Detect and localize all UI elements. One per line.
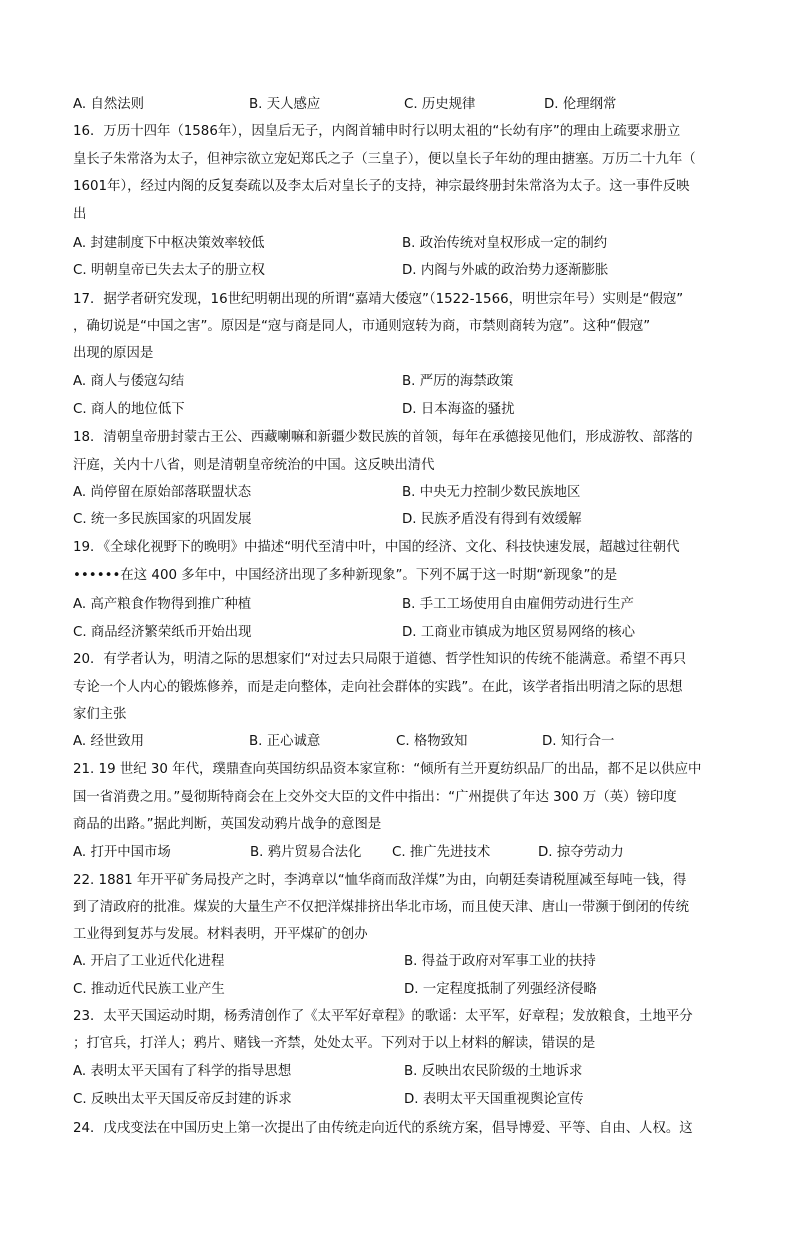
q16-stem-line-4: 出 <box>73 207 87 222</box>
q18-stem-line-1: 18．清朝皇帝册封蒙古王公、西藏喇嘛和新疆少数民族的首领，每年在承德接见他们，形成游牧、部落的 <box>73 430 693 445</box>
q16-stem-line-3: 1601年），经过内阁的反复奏疏以及李太后对皇长子的支持，神宗最终册封朱常洛为太子。这一事件反映 <box>73 179 690 194</box>
q23-stem-line-1: 23．太平天国运动时期，杨秀清创作了《太平军好章程》的歌谣：太平军，好章程；发放粮食，土地平分 <box>73 1009 693 1024</box>
q17-option-b[interactable]: B. 严厉的海禁政策 <box>402 374 514 389</box>
q20-option-d[interactable]: D. 知行合一 <box>542 734 615 749</box>
q20-option-a[interactable]: A. 经世致用 <box>73 734 144 749</box>
q21-option-a[interactable]: A. 打开中国市场 <box>73 845 171 860</box>
q18-stem-line-2: 汗庭，关内十八省，则是清朝皇帝统治的中国。这反映出清代 <box>73 458 435 473</box>
q22-stem-line-1: 22. 1881 年开平矿务局投产之时，李鸿章以“恤华商而敌洋煤”为由，向朝廷奏请税厘减至每吨一钱，得 <box>73 873 687 888</box>
q22-option-b[interactable]: B. 得益于政府对军事工业的扶持 <box>404 954 596 969</box>
q18-option-b[interactable]: B. 中央无力控制少数民族地区 <box>402 485 581 500</box>
q23-stem-line-2: ；打官兵，打洋人；鸦片、赌钱一齐禁，处处太平。下列对于以上材料的解读，错误的是 <box>73 1036 596 1051</box>
q20-stem-line-2: 专论一个人内心的锻炼修养，而是走向整体，走向社会群体的实践”。在此，该学者指出明清之际的思想 <box>73 680 683 695</box>
q19-option-d[interactable]: D. 工商业市镇成为地区贸易网络的核心 <box>402 625 636 640</box>
q16-stem-line-2: 皇长子朱常洛为太子，但神宗欲立宠妃郑氏之子（三皇子），便以皇长子年幼的理由搪塞。万历二十九年（ <box>73 152 696 167</box>
q23-option-d[interactable]: D. 表明太平天国重视舆论宣传 <box>404 1092 584 1107</box>
q23-option-a[interactable]: A. 表明太平天国有了科学的指导思想 <box>73 1064 292 1079</box>
q20-option-b[interactable]: B. 正心诚意 <box>249 734 321 749</box>
q21-stem-line-3: 商品的出路。”据此判断，英国发动鸦片战争的意图是 <box>73 817 382 832</box>
q17-stem-line-1: 17．据学者研究发现，16世纪明朝出现的所谓“嘉靖大倭寇”（1522-1566，明世宗年号）实则是“假寇” <box>73 292 684 307</box>
q21-option-c[interactable]: C. 推广先进技术 <box>392 845 491 860</box>
q20-stem-line-1: 20．有学者认为，明清之际的思想家们“对过去只局限于道德、哲学性知识的传统不能满意。希望不再只 <box>73 652 687 667</box>
q22-stem-line-2: 到了清政府的批准。煤炭的大量生产不仅把洋煤排挤出华北市场，而且使天津、唐山一带濒于倒闭的传统 <box>73 900 689 915</box>
q20-stem-line-3: 家们主张 <box>73 707 127 722</box>
q15-option-c[interactable]: C. 历史规律 <box>404 97 476 112</box>
q19-option-a[interactable]: A. 高产粮食作物得到推广种植 <box>73 597 252 612</box>
q17-option-c[interactable]: C. 商人的地位低下 <box>73 402 185 417</box>
q17-option-a[interactable]: A. 商人与倭寇勾结 <box>73 374 185 389</box>
q16-stem-line-1: 16．万历十四年（1586年），因皇后无子，内阁首辅申时行以明太祖的“长幼有序”的理由上疏要求册立 <box>73 124 681 139</box>
q21-option-d[interactable]: D. 掠夺劳动力 <box>538 845 624 860</box>
q21-option-b[interactable]: B. 鸦片贸易合法化 <box>250 845 362 860</box>
q17-option-d[interactable]: D. 日本海盗的骚扰 <box>402 402 515 417</box>
q18-option-d[interactable]: D. 民族矛盾没有得到有效缓解 <box>402 512 582 527</box>
q23-option-c[interactable]: C. 反映出太平天国反帝反封建的诉求 <box>73 1092 292 1107</box>
q17-stem-line-3: 出现的原因是 <box>73 346 154 361</box>
q19-stem-line-1: 19．《全球化视野下的晚明》中描述“明代至清中叶，中国的经济、文化、科技快速发展，超越过往朝代 <box>73 540 680 555</box>
q16-option-d[interactable]: D. 内阁与外戚的政治势力逐渐膨胀 <box>402 263 609 278</box>
q19-option-b[interactable]: B. 手工工场使用自由雇佣劳动进行生产 <box>402 597 634 612</box>
q21-stem-line-1: 21. 19 世纪 30 年代，璞鼎查向英国纺织品资本家宣称：“倾所有兰开夏纺织品厂的出品，都不足以供应中 <box>73 762 702 777</box>
q16-option-c[interactable]: C. 明朝皇帝已失去太子的册立权 <box>73 263 265 278</box>
q22-option-c[interactable]: C. 推动近代民族工业产生 <box>73 982 225 997</box>
q18-option-c[interactable]: C. 统一多民族国家的巩固发展 <box>73 512 252 527</box>
q22-option-a[interactable]: A. 开启了工业近代化进程 <box>73 954 225 969</box>
q21-stem-line-2: 国一省消费之用。”曼彻斯特商会在上交外交大臣的文件中指出：“广州提供了年达 300 万（英）镑印度 <box>73 790 677 805</box>
q23-option-b[interactable]: B. 反映出农民阶级的土地诉求 <box>404 1064 583 1079</box>
q15-option-b[interactable]: B. 天人感应 <box>249 97 321 112</box>
q18-option-a[interactable]: A. 尚停留在原始部落联盟状态 <box>73 485 252 500</box>
q15-option-a[interactable]: A. 自然法则 <box>73 97 144 112</box>
q22-stem-line-3: 工业得到复苏与发展。材料表明，开平煤矿的创办 <box>73 927 368 942</box>
q16-option-b[interactable]: B. 政治传统对皇权形成一定的制约 <box>402 236 608 251</box>
q20-option-c[interactable]: C. 格物致知 <box>396 734 468 749</box>
q17-stem-line-2: ，确切说是“中国之害”。原因是“寇与商是同人，市通则寇转为商，市禁则商转为寇”。这种“假寇” <box>73 319 651 334</box>
q19-stem-line-2: ••••••在这 400 多年中，中国经济出现了多种新现象”。下列不属于这一时期“新现象”的是 <box>73 568 618 583</box>
q22-option-d[interactable]: D. 一定程度抵制了列强经济侵略 <box>404 982 597 997</box>
q15-option-d[interactable]: D. 伦理纲常 <box>544 97 617 112</box>
q19-option-c[interactable]: C. 商品经济繁荣纸币开始出现 <box>73 625 252 640</box>
q16-option-a[interactable]: A. 封建制度下中枢决策效率较低 <box>73 236 265 251</box>
q24-stem-line-1: 24．戊戌变法在中国历史上第一次提出了由传统走向近代的系统方案，倡导博爱、平等、自由、人权。这 <box>73 1121 693 1136</box>
